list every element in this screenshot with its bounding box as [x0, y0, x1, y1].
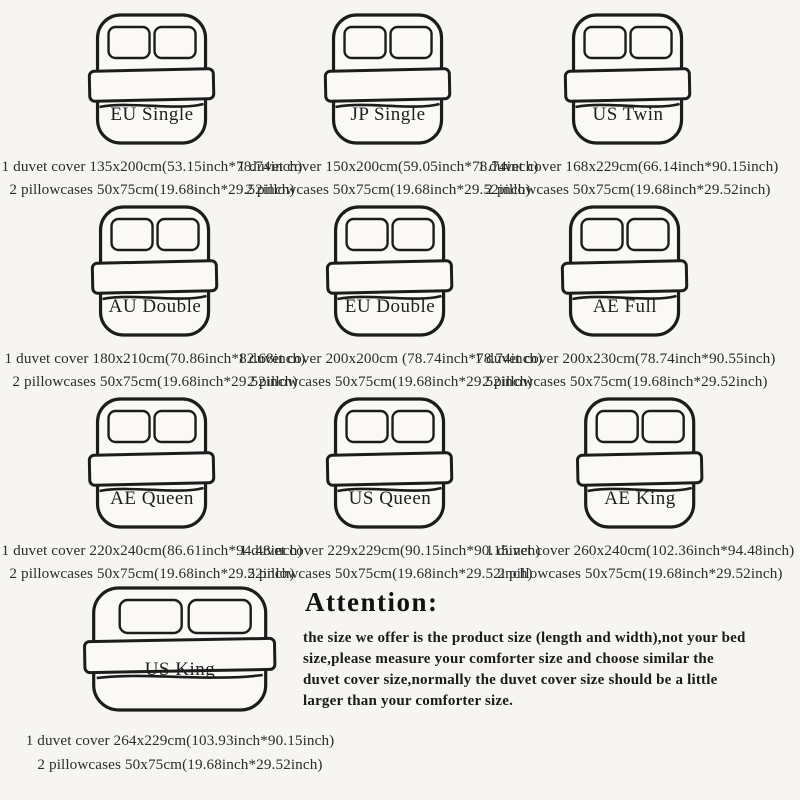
bed-top-view — [315, 392, 465, 534]
bed-size-label: AU Double — [108, 296, 202, 317]
pillowcase-spec: 2 pillowcases 50x75cm(19.68inch*29.52inch) — [482, 373, 768, 390]
duvet-spec: 1 duvet cover 150x200cm(59.05inch*78.74inch) — [237, 158, 539, 175]
bed-top-view — [80, 200, 230, 342]
bed-icon — [550, 200, 700, 342]
pillowcase-spec: 2 pillowcases 50x75cm(19.68inch*29.52inch) — [247, 373, 533, 390]
attention-line: size,please measure your comforter size and choose similar the — [303, 651, 714, 667]
bed-icon — [313, 8, 463, 150]
bed-top-view — [553, 8, 703, 150]
attention-heading: Attention: — [305, 587, 439, 617]
bed-icon — [77, 392, 227, 534]
attention-line: duvet cover size,normally the duvet cover size should be a little — [303, 672, 718, 688]
bed-top-view — [315, 200, 465, 342]
size-card-us-twin — [478, 8, 779, 200]
bed-size-label: US King — [144, 659, 216, 680]
bed-icon — [553, 8, 703, 150]
pillowcase-spec: 2 pillowcases 50x75cm(19.68inch*29.52inch) — [37, 756, 323, 773]
attention-note — [303, 586, 800, 712]
duvet-spec: 1 duvet cover 229x229cm(90.15inch*90.15inch) — [239, 542, 541, 559]
attention-line: larger than your comforter size. — [303, 693, 514, 709]
bed-icon — [315, 392, 465, 534]
pillowcase-spec: 2 pillowcases 50x75cm(19.68inch*29.52inch) — [497, 565, 783, 582]
bed-icon — [77, 8, 227, 150]
bed-top-view — [565, 392, 715, 534]
size-card-ae-king — [486, 392, 795, 584]
size-card-ae-full — [475, 200, 776, 392]
bed-icon — [80, 200, 230, 342]
bed-top-view — [77, 392, 227, 534]
duvet-spec: 1 duvet cover 260x240cm(102.36inch*94.48inch) — [485, 542, 795, 559]
bed-top-view — [77, 8, 227, 150]
duvet-spec: 1 duvet cover 168x229cm(66.14inch*90.15inch) — [477, 158, 779, 175]
bed-size-label: EU Single — [110, 104, 194, 125]
duvet-spec: 1 duvet cover 200x230cm(78.74inch*90.55inch) — [474, 350, 776, 367]
pillowcase-spec: 2 pillowcases 50x75cm(19.68inch*29.52inch) — [245, 181, 531, 198]
duvet-spec: 1 duvet cover 180x210cm(70.86inch*82.68inch) — [4, 350, 306, 367]
duvet-spec: 1 duvet cover 200x200cm (78.74inch*78.74inch) — [237, 350, 543, 367]
pillowcase-spec: 2 pillowcases 50x75cm(19.68inch*29.52inch) — [247, 565, 533, 582]
bed-top-view — [313, 8, 463, 150]
pillowcase-spec: 2 pillowcases 50x75cm(19.68inch*29.52inch) — [485, 181, 771, 198]
bed-size-label: AE Queen — [110, 488, 194, 509]
attention-line: the size we offer is the product size (length and width),not your bed — [303, 630, 746, 646]
duvet-spec: 1 duvet cover 264x229cm(103.93inch*90.15inch) — [25, 732, 335, 749]
bed-top-view — [80, 583, 280, 717]
duvet-spec: 1 duvet cover 135x200cm(53.15inch*78.74inch) — [1, 158, 303, 175]
pillowcase-spec: 2 pillowcases 50x75cm(19.68inch*29.52inch) — [9, 181, 295, 198]
size-card-us-king — [26, 583, 335, 775]
duvet-spec: 1 duvet cover 220x240cm(86.61inch*94.48inch) — [1, 542, 303, 559]
bed-size-label: US Twin — [592, 104, 664, 125]
pillowcase-spec: 2 pillowcases 50x75cm(19.68inch*29.52inch) — [9, 565, 295, 582]
bed-icon — [80, 583, 280, 717]
bed-size-label: AE Full — [592, 296, 658, 317]
bed-icon — [315, 200, 465, 342]
bed-icon — [565, 392, 715, 534]
bed-top-view — [550, 200, 700, 342]
bed-size-label: JP Single — [350, 104, 426, 125]
bed-size-label: AE King — [604, 488, 676, 509]
bed-size-label: US Queen — [348, 488, 432, 509]
bed-size-label: EU Double — [344, 296, 436, 317]
pillowcase-spec: 2 pillowcases 50x75cm(19.68inch*29.52inch) — [12, 373, 298, 390]
